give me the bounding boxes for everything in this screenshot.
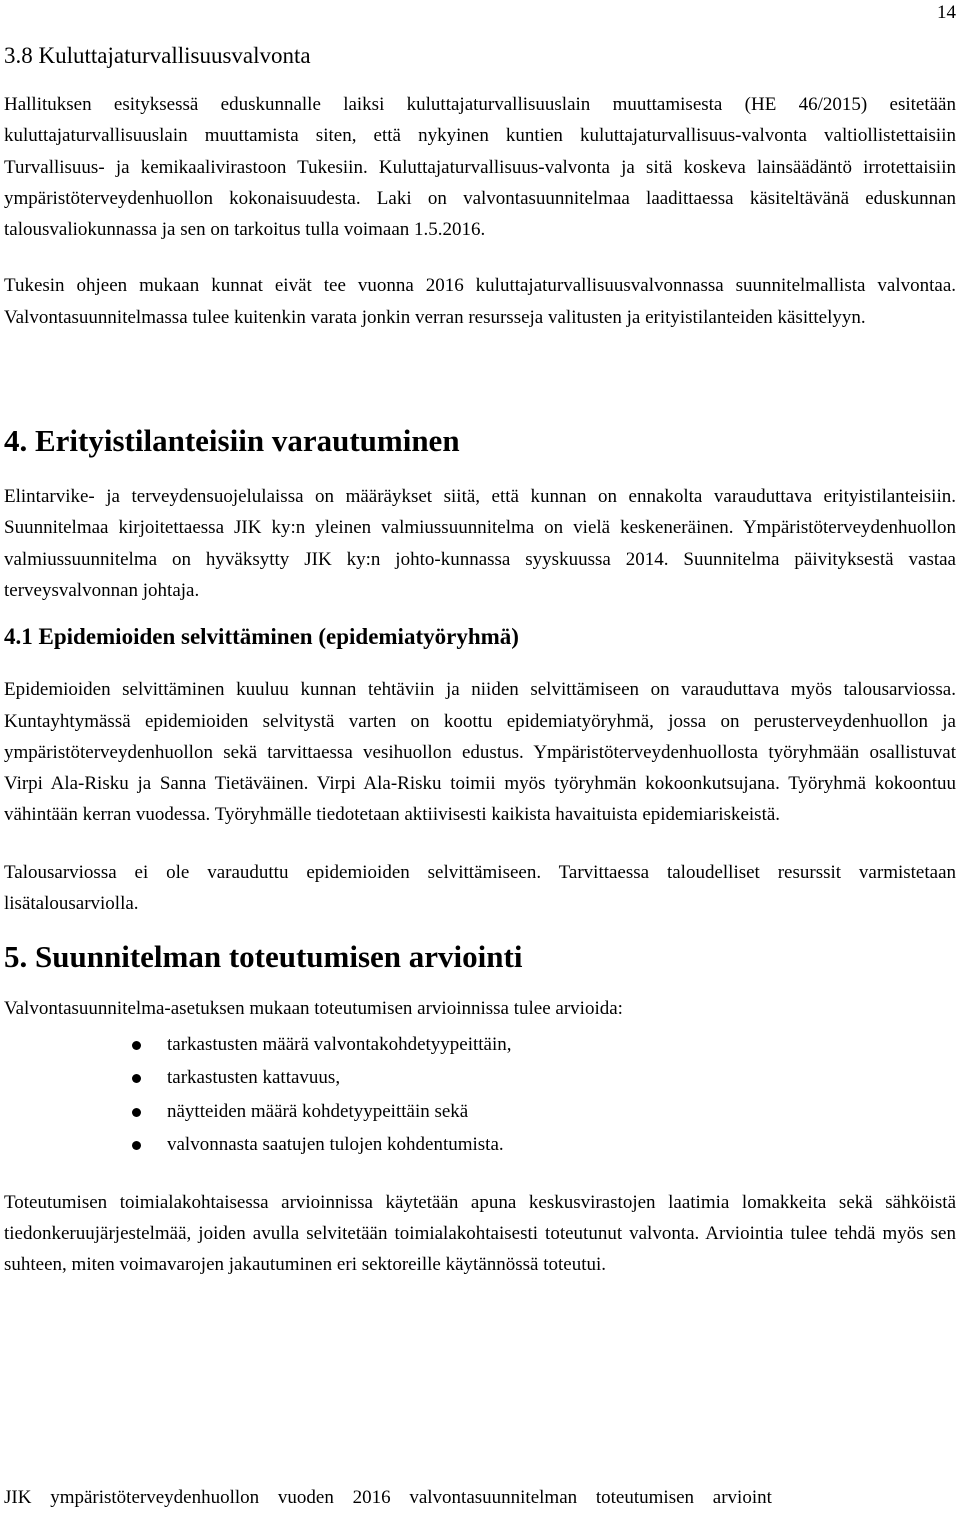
bullet-icon: [132, 1108, 141, 1117]
section-4-1-paragraph-1: Epidemioiden selvittäminen kuuluu kunnan tehtäviin ja niiden selvittämiseen on varauduttava myös talousarviossa. Kuntayhtymässä epidemioiden selvitystä varten on koottu epidemiatyöryhmä, jossa on perusterveydenhuollon ja ympäristöterveydenhuollon sekä tarvittaessa vesihuollon edustus. Ympäristöterveydenhuollosta työryhmään osallistuvat Virpi Ala-Risku ja Sanna Tietäväinen. Virpi Ala-Risku toimii myös työryhmän kokoonkutsujana. Työryhmä kokoontuu vähintään kerran vuodessa. Työryhmälle tiedotetaan aktiivisesti kaikista havaituista epidemiariskeistä.: [4, 679, 956, 826]
section-5-intro: Valvontasuunnitelma-asetuksen mukaan toteutumisen arvioinnissa tulee arvioida:: [4, 998, 623, 1020]
section-4-1-paragraph-2: Talousarviossa ei ole varauduttu epidemioiden selvittämiseen. Tarvittaessa taloudelliset resurssit varmistetaan lisätalousarviolla.: [4, 861, 956, 915]
section-5-paragraph-2: Toteutumisen toimialakohtaisessa arvioinnissa käytetään apuna keskusvirastojen laatimia lomakkeita sekä sähköistä tiedonkeruujärjestelmää, joiden avulla selvitetään toimialakohtaisesti toteutunut valvonta. Arviointia tulee tehdä myös sen suhteen, miten voimavarojen jakautuminen eri sektoreille käytännössä toteutui.: [4, 1191, 956, 1276]
list-item: [4, 1061, 956, 1095]
list-item: [4, 1095, 956, 1129]
list-item-text: näytteiden määrä kohdetyypeittäin sekä: [167, 1100, 469, 1122]
bullet-icon: [132, 1074, 141, 1083]
list-item-text: tarkastusten määrä valvontakohdetyypeittäin,: [167, 1033, 512, 1055]
bullet-icon: [132, 1141, 141, 1150]
document-body: [4, 36, 956, 1281]
section-3-8-heading: 3.8 Kuluttajaturvallisuusvalvonta: [4, 43, 311, 68]
list-item-text: tarkastusten kattavuus,: [167, 1067, 341, 1089]
section-4-paragraph-1: Elintarvike- ja terveydensuojelulaissa on määräykset siitä, että kunnan on ennakolta varauduttava erityistilanteisiin. Suunnitelmaa kirjoitettaessa JIK ky:n yleinen valmiussuunnitelma on vielä keskeneräinen. Ympäristöterveydenhuollon valmiussuunnitelma on hyväksytty JIK ky:n johto-kunnassa syyskuussa 2014. Suunnitelma päivityksestä vastaa terveysvalvonnan johtaja.: [4, 486, 956, 601]
bullet-icon: [132, 1041, 141, 1050]
section-5-heading: 5. Suunnitelman toteutumisen arviointi: [4, 939, 523, 975]
page-number: 14: [937, 2, 956, 23]
section-3-8-paragraph-2: Tukesin ohjeen mukaan kunnat eivät tee vuonna 2016 kuluttajaturvallisuusvalvonnassa suunnitelmallista valvontaa. Valvontasuunnitelmassa tulee kuitenkin varata jonkin verran resursseja valitusten ja erityistilanteiden käsittelyyn.: [4, 275, 956, 328]
section-4-heading: 4. Erityistilanteisiin varautuminen: [4, 423, 460, 459]
section-4-1-heading: 4.1 Epidemioiden selvittäminen (epidemiatyöryhmä): [4, 624, 519, 650]
page-footer: JIK ympäristöterveydenhuollon vuoden 2016 valvontasuunnitelman toteutumisen arvioint: [4, 1487, 772, 1508]
list-item: [4, 1028, 956, 1062]
list-item: [4, 1128, 956, 1162]
list-item-text: valvonnasta saatujen tulojen kohdentumista.: [167, 1134, 504, 1156]
evaluation-criteria-list: [4, 1028, 956, 1162]
section-3-8-paragraph-1: Hallituksen esityksessä eduskunnalle laiksi kuluttajaturvallisuuslain muuttamisesta (HE 46/2015) esitetään kuluttajaturvallisuuslain muuttamista siten, että nykyinen kuntien kuluttajaturvallisuus-valvonta valtiollistettaisiin Turvallisuus- ja kemikaalivirastoon Tukesiin. Kuluttajaturvallisuus-valvonta ja sitä koskeva lainsäädäntö irrotettaisiin ympäristöterveydenhuollon kokonaisuudesta. Laki on valvontasuunnitelmaa laadittaessa käsiteltävänä eduskunnan talousvaliokunnassa ja sen on tarkoitus tulla voimaan 1.5.2016.: [4, 94, 956, 241]
